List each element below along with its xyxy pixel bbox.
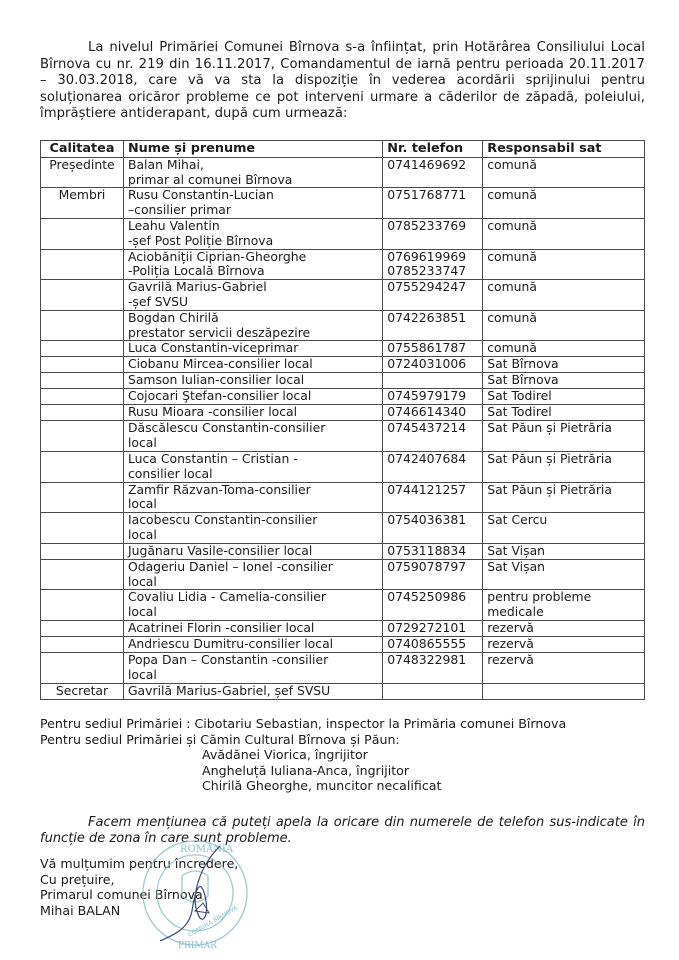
table-row xyxy=(41,636,645,652)
cell-calitatea xyxy=(41,249,124,280)
table-row xyxy=(41,590,645,621)
closing-thanks: Vă mulțumim pentru încredere, xyxy=(40,856,239,871)
cell-nume-line1: Ciobanu Mircea-consilier local xyxy=(127,356,313,372)
cell-telefon xyxy=(383,421,483,452)
cell-telefon xyxy=(383,559,483,590)
cell-nume-line1: Andriescu Dumitru-consilier local xyxy=(127,635,334,651)
cell-nume xyxy=(123,373,382,389)
additional-staff xyxy=(40,716,650,794)
cell-responsabil-line2: medicale xyxy=(487,604,544,620)
cell-responsabil xyxy=(483,280,645,311)
cell-nume xyxy=(123,249,382,280)
cell-responsabil-line1: rezervă xyxy=(487,651,534,667)
cell-nume-line2: prestator servicii deszăpezire xyxy=(127,324,311,340)
cell-telefon-line1: 0759078797 xyxy=(387,558,467,574)
cell-telefon xyxy=(383,451,483,482)
cell-responsabil xyxy=(483,482,645,513)
cell-telefon-line1: 0753118834 xyxy=(387,542,467,558)
cell-responsabil xyxy=(483,652,645,683)
cell-responsabil-line1: pentru probleme xyxy=(487,589,592,605)
table-row xyxy=(41,249,645,280)
header-calitatea: Calitatea xyxy=(41,141,124,158)
cell-telefon-line1: 0744121257 xyxy=(387,481,467,497)
cell-nume xyxy=(123,310,382,341)
table-row xyxy=(41,157,645,188)
cell-telefon xyxy=(383,389,483,405)
svg-text:COMUNA BÎRNOVA: COMUNA BÎRNOVA xyxy=(187,904,240,939)
cell-nume xyxy=(123,559,382,590)
table-row xyxy=(41,218,645,249)
cell-telefon-line1: 0755861787 xyxy=(387,340,467,356)
cell-responsabil xyxy=(483,357,645,373)
cell-responsabil-line1: comună xyxy=(487,309,537,325)
cell-nume-line1: Gavrilă Marius-Gabriel xyxy=(127,279,267,295)
cell-nume xyxy=(123,683,382,699)
cell-nume xyxy=(123,636,382,652)
svg-text:ROMÂNIA: ROMÂNIA xyxy=(180,844,234,855)
cell-nume-line2: -șef Post Poliție Bîrnova xyxy=(127,232,274,248)
cell-calitatea xyxy=(41,310,124,341)
cell-nume-line1: Popa Dan – Constantin -consilier xyxy=(127,651,329,667)
table-row xyxy=(41,280,645,311)
committee-table xyxy=(40,140,645,700)
cell-telefon xyxy=(383,157,483,188)
cell-responsabil-line1: comună xyxy=(487,279,537,295)
closing-signature xyxy=(40,856,238,918)
cell-responsabil xyxy=(483,373,645,389)
cell-telefon xyxy=(383,590,483,621)
cell-nume-line1: Zamfir Răzvan-Toma-consilier xyxy=(127,481,311,497)
cell-nume-line2: primar al comunei Bîrnova xyxy=(127,171,293,187)
table-row xyxy=(41,310,645,341)
cell-nume-line1: Dăscălescu Constantin-consilier xyxy=(127,420,326,436)
cell-telefon-line1: 0755294247 xyxy=(387,279,467,295)
cell-responsabil xyxy=(483,157,645,188)
cell-nume-line2: local xyxy=(127,526,157,542)
cell-calitatea xyxy=(41,280,124,311)
cell-telefon-line1: 0745979179 xyxy=(387,388,467,404)
cell-responsabil-line1: comună xyxy=(487,340,537,356)
table-row xyxy=(41,405,645,421)
cell-nume-line2: -șef SVSU xyxy=(127,293,189,309)
svg-text:PRIMAR: PRIMAR xyxy=(178,941,217,951)
cell-nume-line1: Odageriu Daniel – Ionel -consilier xyxy=(127,558,333,574)
cell-nume xyxy=(123,513,382,544)
cell-nume-line1: Balan Mihai, xyxy=(127,156,204,172)
cell-responsabil-line1: comună xyxy=(487,217,537,233)
cell-calitatea xyxy=(41,451,124,482)
cell-responsabil-line1: Sat Păun și Pietrăria xyxy=(487,481,612,497)
note-text: Facem mențiunea că puteți apela la oricare din numerele de telefon sus-indicate în funcție de zona în care sunt probleme. xyxy=(40,815,645,846)
cell-telefon-line1: 0729272101 xyxy=(387,619,467,635)
table-row xyxy=(41,421,645,452)
cell-nume-line1: Covaliu Lidia - Camelia-consilier xyxy=(127,589,327,605)
cell-nume xyxy=(123,357,382,373)
header-telefon: Nr. telefon xyxy=(383,141,483,158)
table-row xyxy=(41,482,645,513)
cell-calitatea xyxy=(41,559,124,590)
cell-nume xyxy=(123,451,382,482)
table-row xyxy=(41,188,645,219)
staff-item: Angheluță Iuliana-Anca, îngrijitor xyxy=(202,762,410,778)
cell-nume xyxy=(123,421,382,452)
cell-calitatea: Membri xyxy=(41,188,124,219)
cell-telefon xyxy=(383,218,483,249)
cell-responsabil xyxy=(483,636,645,652)
cell-calitatea xyxy=(41,405,124,421)
cell-nume-line1: Bogdan Chirilă xyxy=(127,309,219,325)
cell-responsabil-line1: Sat Cercu xyxy=(487,512,548,528)
cell-nume xyxy=(123,157,382,188)
cell-nume-line1: Jugănaru Vasile-consilier local xyxy=(127,542,313,558)
cell-telefon-line1: 0741469692 xyxy=(387,156,467,172)
cell-telefon-line1: 0742263851 xyxy=(387,309,467,325)
cell-nume xyxy=(123,652,382,683)
cell-telefon-line1: 0754036381 xyxy=(387,512,467,528)
table-row xyxy=(41,389,645,405)
cell-responsabil-line1: Sat Vișan xyxy=(487,542,546,558)
cell-responsabil-line1: comună xyxy=(487,156,537,172)
intro-paragraph xyxy=(40,40,645,123)
cell-telefon-line1: 0742407684 xyxy=(387,450,467,466)
cell-telefon xyxy=(383,683,483,699)
cell-calitatea xyxy=(41,543,124,559)
closing-regards: Cu prețuire, xyxy=(40,871,115,887)
cell-responsabil xyxy=(483,218,645,249)
table-row xyxy=(41,341,645,357)
cell-telefon-line2: 0785233747 xyxy=(387,263,467,279)
cell-responsabil-line1: rezervă xyxy=(487,619,534,635)
cell-nume-line2: local xyxy=(127,496,157,512)
cell-telefon xyxy=(383,188,483,219)
cell-calitatea xyxy=(41,218,124,249)
cell-responsabil-line1: Sat Todirel xyxy=(487,404,552,420)
cell-calitatea xyxy=(41,620,124,636)
table-row xyxy=(41,683,645,699)
cell-nume xyxy=(123,543,382,559)
cell-nume xyxy=(123,188,382,219)
cell-responsabil xyxy=(483,249,645,280)
cell-telefon xyxy=(383,513,483,544)
cell-responsabil xyxy=(483,451,645,482)
table-row xyxy=(41,620,645,636)
cell-calitatea xyxy=(41,341,124,357)
cell-telefon-line1: 0745437214 xyxy=(387,420,467,436)
cell-responsabil-line1: Sat Păun și Pietrăria xyxy=(487,450,612,466)
cell-nume-line1: Leahu Valentin xyxy=(127,217,220,233)
cell-telefon-line1: 0748322981 xyxy=(387,651,467,667)
cell-responsabil-line1: Sat Bîrnova xyxy=(487,356,559,372)
staff-item: Avădănei Viorica, îngrijitor xyxy=(202,747,368,762)
cell-responsabil xyxy=(483,543,645,559)
cell-nume-line2: -Poliția Locală Bîrnova xyxy=(127,263,265,279)
cell-responsabil xyxy=(483,590,645,621)
cell-nume-line2: local xyxy=(127,666,157,682)
cell-responsabil-line1: Sat Păun și Pietrăria xyxy=(487,420,612,436)
staff-item: Chirilă Gheorghe, muncitor necalificat xyxy=(202,778,442,793)
cell-telefon xyxy=(383,280,483,311)
cell-nume-line2: local xyxy=(127,573,157,589)
header-nume: Nume și prenume xyxy=(123,141,382,158)
cell-nume-line2: consilier local xyxy=(127,465,213,481)
sediu-primarie-line: Pentru sediul Primăriei : Cibotariu Sebastian, inspector la Primăria comunei Bîrnova xyxy=(40,716,567,731)
cell-nume-line2: local xyxy=(127,435,157,451)
cell-nume xyxy=(123,389,382,405)
cell-nume xyxy=(123,280,382,311)
cell-responsabil xyxy=(483,421,645,452)
cell-telefon-line1: 0769619969 xyxy=(387,248,467,264)
cell-telefon xyxy=(383,405,483,421)
cell-telefon-line1: 0785233769 xyxy=(387,217,467,233)
cell-responsabil-line1: rezervă xyxy=(487,635,534,651)
cell-calitatea: Secretar xyxy=(41,683,124,699)
cell-nume-line1: Aciobăniții Ciprian-Gheorghe xyxy=(127,248,307,264)
cell-calitatea xyxy=(41,357,124,373)
cell-nume xyxy=(123,405,382,421)
cell-nume xyxy=(123,218,382,249)
cell-nume-line1: Luca Constantin-viceprimar xyxy=(127,340,299,356)
cell-telefon xyxy=(383,652,483,683)
cell-telefon-line1: 0724031006 xyxy=(387,356,467,372)
table-row xyxy=(41,357,645,373)
cell-responsabil-line1: comună xyxy=(487,248,537,264)
cell-calitatea xyxy=(41,652,124,683)
cell-telefon-line1: 0745250986 xyxy=(387,589,467,605)
cell-responsabil xyxy=(483,513,645,544)
cell-calitatea xyxy=(41,513,124,544)
cell-responsabil-line1: Sat Vișan xyxy=(487,558,546,574)
intro-text: La nivelul Primăriei Comunei Bîrnova s-a înființat, prin Hotărârea Consiliului Local Bîrnova cu nr. 219 din 16.11.2017, Comandamentul de iarnă pentru perioada 20.11.2017 – 30.03.2018, care vă va sta la dispoziție în vederea acordării sprijinului pentru soluționarea oricăror probleme ce pot interveni urmare a căderilor de zăpadă, poleiului, împrăștiere antiderapant, după cum urmează: xyxy=(40,40,645,122)
cell-nume xyxy=(123,620,382,636)
cell-nume xyxy=(123,482,382,513)
cell-responsabil xyxy=(483,559,645,590)
cell-responsabil xyxy=(483,188,645,219)
cell-calitatea xyxy=(41,421,124,452)
cell-responsabil xyxy=(483,341,645,357)
table-row xyxy=(41,559,645,590)
cell-nume-line1: Rusu Constantin-Lucian xyxy=(127,187,274,203)
table-row xyxy=(41,513,645,544)
cell-telefon-line1: 0746614340 xyxy=(387,404,467,420)
cell-nume-line1: Gavrilă Marius-Gabriel, șef SVSU xyxy=(127,682,331,698)
cell-responsabil-line1: comună xyxy=(487,187,537,203)
cell-telefon xyxy=(383,373,483,389)
cell-responsabil xyxy=(483,683,645,699)
cell-telefon-line1: 0751768771 xyxy=(387,187,467,203)
table-row xyxy=(41,373,645,389)
sediu-camin-line: Pentru sediul Primăriei și Cămin Cultural Bîrnova și Păun: xyxy=(40,731,400,747)
table-row xyxy=(41,451,645,482)
cell-calitatea xyxy=(41,373,124,389)
cell-telefon xyxy=(383,341,483,357)
closing-title: Primarul comunei Bîrnova xyxy=(40,887,203,902)
table-header-row xyxy=(41,141,645,158)
cell-nume-line1: Cojocari Ştefan-consilier local xyxy=(127,388,312,404)
cell-calitatea xyxy=(41,636,124,652)
cell-nume-line1: Rusu Mioara -consilier local xyxy=(127,404,298,420)
cell-nume-line1: Iacobescu Constantin-consilier xyxy=(127,512,318,528)
cell-telefon-line1: 0740865555 xyxy=(387,635,467,651)
cell-telefon xyxy=(383,249,483,280)
cell-responsabil-line1: Sat Todirel xyxy=(487,388,552,404)
table-row xyxy=(41,652,645,683)
cell-telefon xyxy=(383,620,483,636)
cell-calitatea xyxy=(41,590,124,621)
table-row xyxy=(41,543,645,559)
cell-telefon xyxy=(383,636,483,652)
cell-nume-line1: Samson Iulian-consilier local xyxy=(127,372,305,388)
cell-calitatea xyxy=(41,482,124,513)
cell-responsabil xyxy=(483,405,645,421)
cell-responsabil xyxy=(483,389,645,405)
cell-nume-line2: local xyxy=(127,604,157,620)
cell-responsabil xyxy=(483,620,645,636)
cell-telefon xyxy=(383,357,483,373)
closing-name: Mihai BALAN xyxy=(40,902,121,918)
cell-telefon xyxy=(383,543,483,559)
cell-telefon xyxy=(383,482,483,513)
cell-telefon xyxy=(383,310,483,341)
cell-nume-line1: Luca Constantin – Cristian - xyxy=(127,450,298,466)
cell-responsabil xyxy=(483,310,645,341)
cell-calitatea: Președinte xyxy=(41,157,124,188)
cell-nume-line2: –consilier primar xyxy=(127,202,231,218)
cell-nume xyxy=(123,590,382,621)
cell-responsabil-line1: Sat Bîrnova xyxy=(487,372,559,388)
cell-calitatea xyxy=(41,389,124,405)
cell-nume xyxy=(123,341,382,357)
header-responsabil: Responsabil sat xyxy=(483,141,645,158)
cell-nume-line1: Acatrinei Florin -consilier local xyxy=(127,619,315,635)
note-paragraph xyxy=(40,815,645,847)
